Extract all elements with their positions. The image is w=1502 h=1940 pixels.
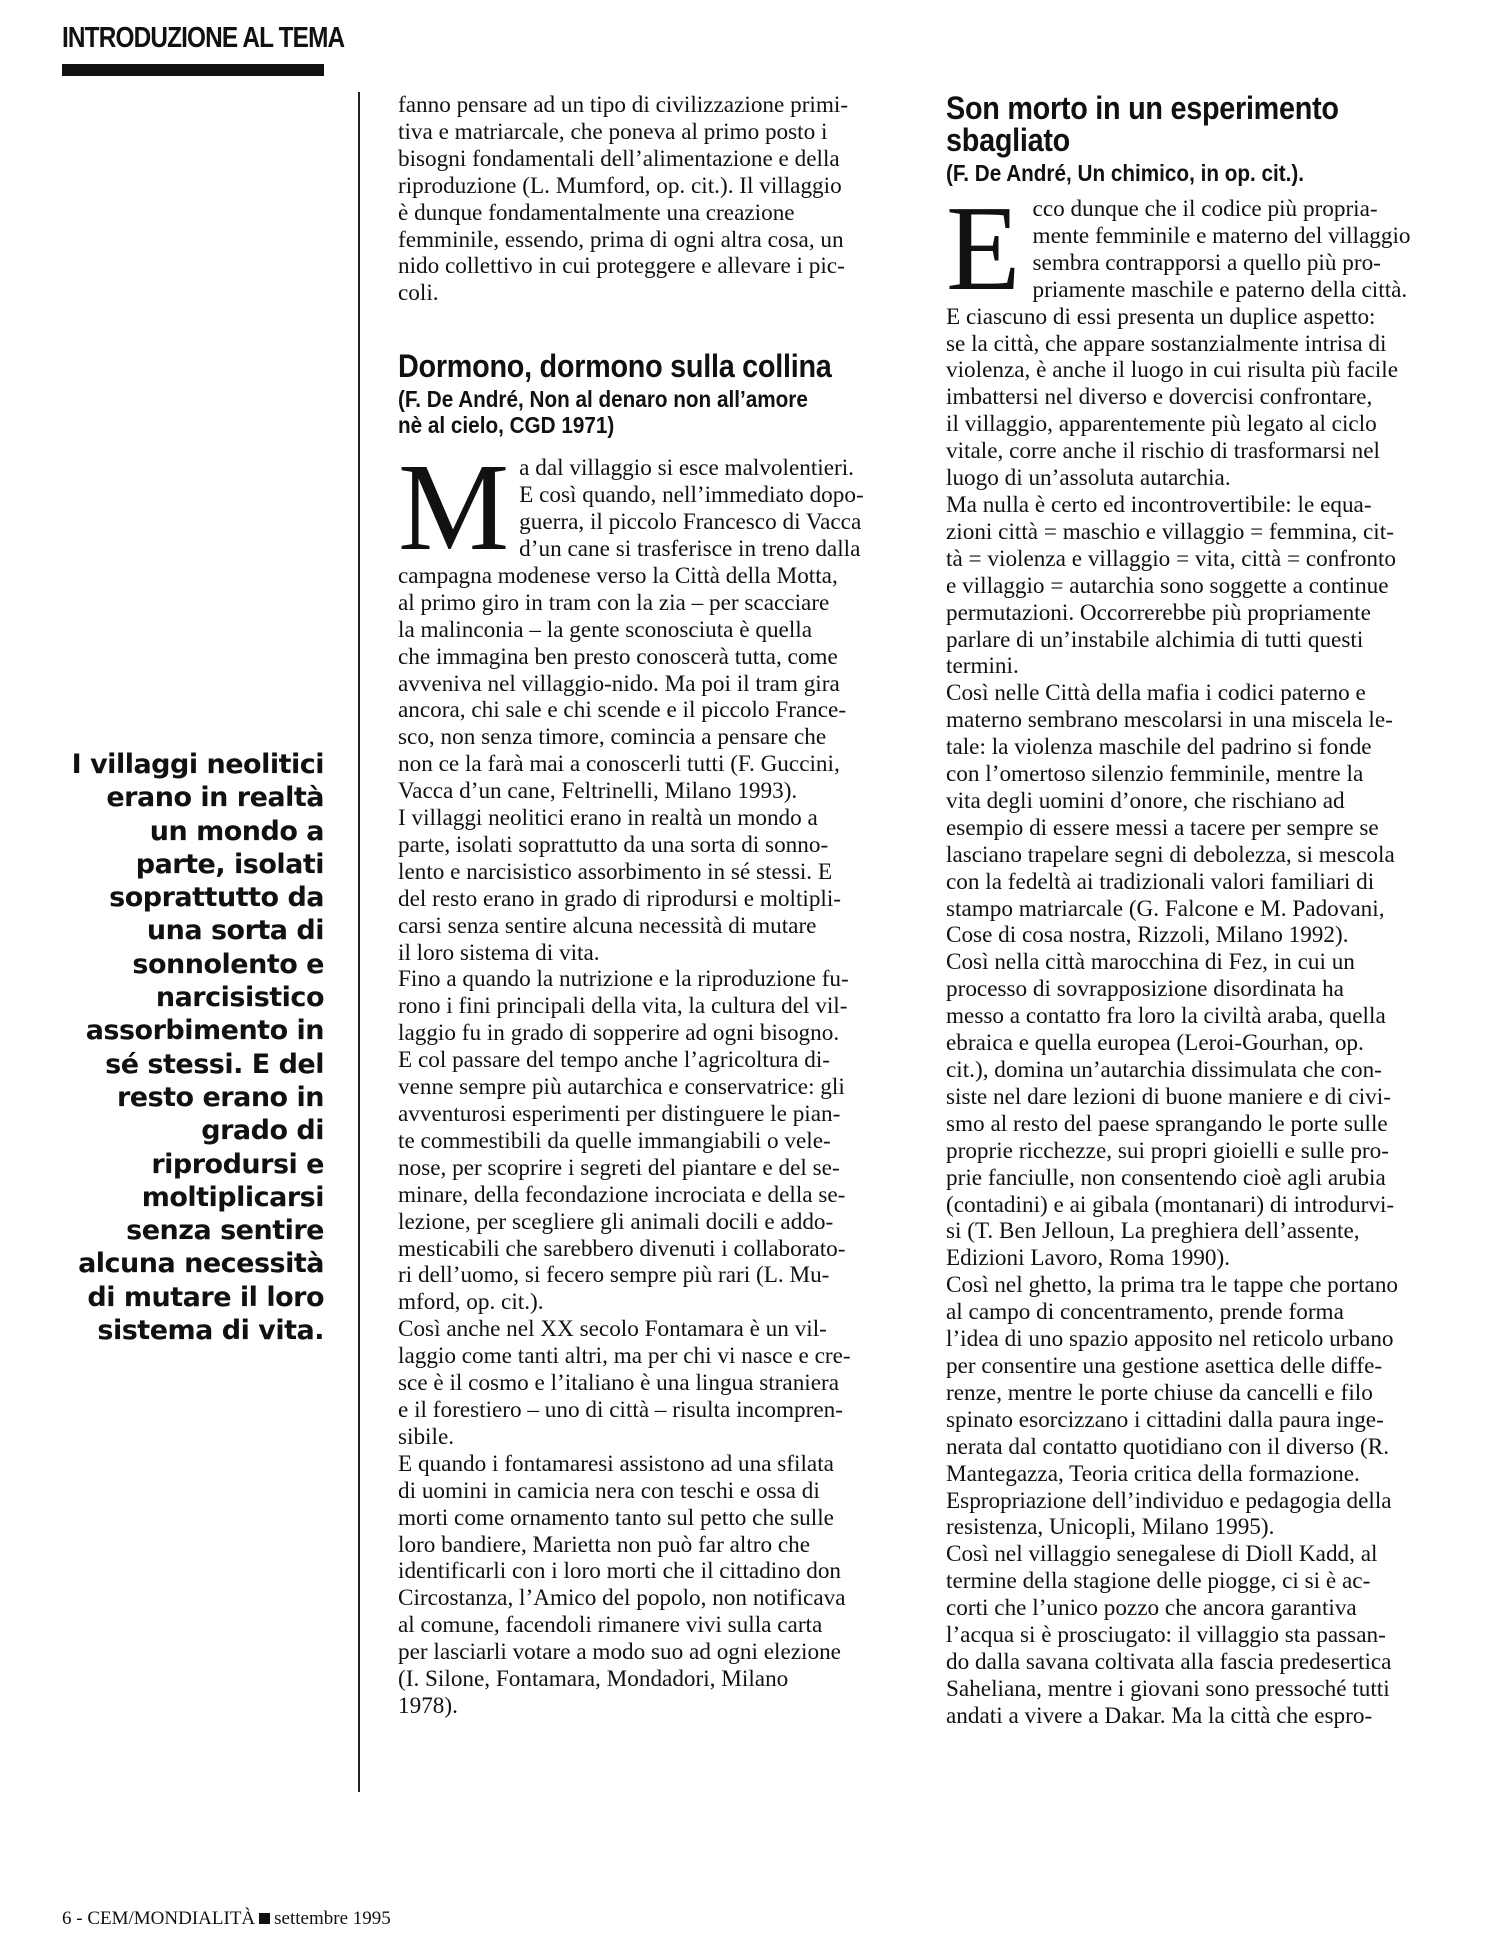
- pull-quote-line: narcisistico: [155, 982, 324, 1014]
- text-line: imbattersi nel diverso e dovercisi confrontare,: [946, 384, 1373, 411]
- text-line: cco dunque che il codice più propria-: [1032, 196, 1378, 222]
- text-line: (contadini) e ai gibala (montanari) di introdurvi-: [946, 1191, 1395, 1218]
- text-line: e villaggio = autarchia sono soggette a continue: [946, 572, 1389, 599]
- text-line: Fino a quando la nutrizione e la riproduzione fu-: [398, 966, 849, 993]
- text-line: stampo matriarcale (G. Falcone e M. Padovani,: [946, 895, 1385, 922]
- drop-cap: E: [946, 181, 1021, 316]
- text-line: Circostanza, l’Amico del popolo, non notificava: [398, 1585, 846, 1612]
- text-line: nerata dal contatto quotidiano con il diverso (R.: [946, 1433, 1390, 1460]
- text-line: ancora, chi sale e chi scende e il piccolo France-: [398, 697, 847, 724]
- text-line: di uomini in camicia nera con teschi e ossa di: [398, 1477, 820, 1504]
- pull-quote-line: moltiplicarsi: [141, 1181, 324, 1213]
- text-line: si (T. Ben Jelloun, La preghiera dell’assente,: [946, 1218, 1360, 1245]
- text-line: Cose di cosa nostra, Rizzoli, Milano 1992).: [946, 922, 1349, 949]
- intro-paragraph: [398, 92, 908, 307]
- text-line: e il forestiero – uno di città – risulta incompren-: [398, 1396, 843, 1423]
- section-label: INTRODUZIONE AL TEMA: [62, 22, 345, 54]
- text-line: materno sembrano mescolarsi in una miscela le-: [946, 707, 1393, 734]
- text-line: lezione, per scegliere gli animali docili e addo-: [398, 1208, 834, 1235]
- text-line: per lasciarli votare a modo suo ad ogni elezione: [398, 1639, 841, 1666]
- text-line: Mantegazza, Teoria critica della formazione.: [946, 1460, 1360, 1487]
- text-line: E ciascuno di essi presenta un duplice aspetto:: [946, 303, 1376, 330]
- text-line: prie fanciulle, non consentendo cioè agli arubia: [946, 1164, 1386, 1191]
- text-line: non ce la farà mai a conoscerli tutti (F. Guccini,: [398, 751, 840, 778]
- heading-line: Son morto in un esperimento: [946, 90, 1339, 126]
- text-line: E così quando, nell’immediato dopo-: [519, 482, 864, 509]
- pull-quote-line: alcuna necessità: [78, 1248, 324, 1280]
- text-line: ebraica e quella europea (Leroi-Gourhan, op.: [946, 1030, 1364, 1057]
- text-line: a dal villaggio si esce malvolentieri.: [519, 455, 854, 482]
- text-line: priamente maschile e paterno della città.: [1032, 276, 1408, 303]
- text-line: laggio fu in grado di sopperire ad ogni bisogno.: [398, 1020, 840, 1047]
- text-line: tale: la violenza maschile del padrino si fonde: [946, 734, 1372, 761]
- text-line: bisogni fondamentali dell’alimentazione e della: [398, 145, 840, 172]
- body-text: [946, 181, 1461, 1730]
- heading-line: sbagliato: [946, 122, 1071, 158]
- middle-column: [398, 92, 908, 1720]
- pull-quote-line: un mondo a: [149, 815, 324, 847]
- text-line: al comune, facendoli rimanere vivi sulla carta: [398, 1612, 823, 1639]
- pull-quote-line: sonnolento e: [132, 948, 324, 980]
- text-line: permutazioni. Occorrerebbe più propriamente: [946, 599, 1371, 626]
- text-line: ri dell’uomo, si fecero sempre più rari (L. Mu-: [398, 1262, 830, 1289]
- text-line: 1978).: [398, 1692, 458, 1719]
- pull-quote-line: una sorta di: [146, 915, 324, 947]
- pull-quote: [62, 748, 324, 1347]
- pull-quote-line: I villaggi neolitici: [71, 749, 324, 780]
- text-line: avventurosi esperimenti per distinguere le pian-: [398, 1101, 841, 1127]
- text-line: zioni città = maschio e villaggio = femmina, cit-: [946, 518, 1394, 545]
- text-line: luogo di un’assoluta autarchia.: [946, 465, 1231, 492]
- text-line: sembra contrapporsi a quello più pro-: [1032, 249, 1381, 276]
- text-line: sco, non senza timore, comincia a pensare che: [398, 724, 827, 751]
- text-line: avveniva nel villaggio-nido. Ma poi il tram gira: [398, 670, 840, 697]
- text-line: I villaggi neolitici erano in realtà un mondo a: [398, 805, 818, 832]
- right-column: [946, 92, 1461, 1730]
- column-divider: [358, 92, 360, 1792]
- text-line: Così anche nel XX secolo Fontamara è un vil-: [398, 1316, 827, 1343]
- footer-page-label: 6 - CEM/MONDIALITÀ: [62, 1908, 256, 1929]
- text-line: E col passare del tempo anche l’agricoltura di-: [398, 1047, 831, 1074]
- text-line: minare, della fecondazione incrociata e della se-: [398, 1181, 846, 1208]
- text-line: cit.), domina un’autarchia dissimulata che con-: [946, 1057, 1382, 1083]
- pull-quote-line: soprattutto da: [109, 882, 324, 914]
- text-line: parlare di un’instabile alchimia di tutti questi: [946, 626, 1364, 653]
- text-line: sce è il cosmo e l’italiano è una lingua straniera: [398, 1370, 840, 1397]
- text-line: se la città, che appare sostanzialmente intrisa di: [946, 330, 1387, 357]
- pull-quote-line: sistema di vita.: [97, 1315, 324, 1347]
- text-line: vita degli uomini d’onore, che rischiano ad: [946, 787, 1345, 814]
- text-line: siste nel dare lezioni di buone maniere e di civi-: [946, 1083, 1391, 1110]
- pull-quote-line: grado di: [201, 1115, 324, 1147]
- section-subheading: (F. De André, Un chimico, in op. cit.).: [946, 160, 1305, 186]
- text-line: proprie ricchezze, sui propri gioielli e sulle pro-: [946, 1137, 1389, 1164]
- text-line: sibile.: [398, 1423, 455, 1450]
- text-line: (I. Silone, Fontamara, Mondadori, Milano: [398, 1666, 789, 1693]
- text-line: fanno pensare ad un tipo di civilizzazione primi-: [398, 92, 849, 118]
- text-line: mente femminile e materno del villaggio: [1032, 222, 1411, 249]
- text-line: Ma nulla è certo ed incontrovertibile: le equa-: [946, 491, 1372, 518]
- text-line: andati a vivere a Dakar. Ma la città che espro-: [946, 1702, 1373, 1729]
- text-line: lento e narcisistico assorbimento in sé stessi. E: [398, 858, 833, 885]
- text-line: d’un cane si trasferisce in treno dalla: [519, 535, 861, 562]
- text-line: renze, mentre le porte chiuse da cancelli e filo: [946, 1379, 1373, 1406]
- page-footer: [62, 1908, 391, 1930]
- text-line: Così nelle Città della mafia i codici paterno e: [946, 680, 1366, 707]
- section-heading: [946, 92, 1461, 156]
- text-line: termine della stagione delle piogge, ci si è ac-: [946, 1568, 1371, 1595]
- text-line: smo al resto del paese sprangando le porte sulle: [946, 1110, 1388, 1137]
- text-line: l’idea di uno spazio apposito nel reticolo urbano: [946, 1326, 1394, 1353]
- text-line: femminile, essendo, prima di ogni altra cosa, un: [398, 226, 844, 253]
- drop-cap: M: [398, 439, 510, 578]
- section-subheading: [398, 386, 908, 438]
- text-line: rono i fini principali della vita, la cultura del vil-: [398, 993, 848, 1020]
- text-line: processo di sovrapposizione disordinata ha: [946, 976, 1344, 1003]
- text-line: del resto erano in grado di riprodursi e moltipli-: [398, 885, 842, 912]
- square-bullet-icon: [259, 1913, 270, 1924]
- text-line: parte, isolati soprattutto da una sorta di sonno-: [398, 831, 829, 858]
- text-line: il villaggio, apparentemente più legato al ciclo: [946, 411, 1377, 438]
- text-line: il loro sistema di vita.: [398, 939, 600, 966]
- text-line: venne sempre più autarchica e conservatrice: gli: [398, 1074, 845, 1101]
- text-line: che immagina ben presto conoscerà tutta, come: [398, 643, 838, 670]
- text-line: con la fedeltà ai tradizionali valori familiari di: [946, 868, 1375, 895]
- text-line: carsi senza sentire alcuna necessità di mutare: [398, 912, 817, 939]
- footer-date: settembre 1995: [274, 1908, 391, 1929]
- text-line: spinato esorcizzano i cittadini dalla paura inge-: [946, 1406, 1384, 1433]
- text-line: messo a contatto fra loro la civiltà araba, quella: [946, 1003, 1386, 1030]
- text-line: al campo di concentramento, prende forma: [946, 1299, 1344, 1326]
- text-line: guerra, il piccolo Francesco di Vacca: [519, 509, 862, 536]
- text-line: coli.: [398, 280, 439, 307]
- text-line: morti come ornamento tanto sul petto che sulle: [398, 1504, 834, 1531]
- text-line: lasciano trapelare segni di debolezza, si mescola: [946, 841, 1395, 868]
- text-line: laggio come tanti altri, ma per chi vi nasce e cre-: [398, 1343, 851, 1370]
- pull-quote-line: erano in realtà: [106, 782, 324, 814]
- text-line: resistenza, Unicopli, Milano 1995).: [946, 1514, 1275, 1541]
- text-line: violenza, è anche il luogo in cui risulta più facile: [946, 357, 1398, 384]
- text-line: mesticabili che sarebbero divenuti i collaborato-: [398, 1235, 846, 1262]
- text-line: loro bandiere, Marietta non può far altro che: [398, 1531, 811, 1558]
- text-line: corti che l’unico pozzo che ancora garantiva: [946, 1595, 1357, 1622]
- text-line: tiva e matriarcale, che poneva al primo posto i: [398, 118, 828, 145]
- text-line: identificarli con i loro morti che il cittadino don: [398, 1558, 842, 1585]
- section-rule: [62, 64, 324, 76]
- text-line: nose, per scoprire i segreti del piantare e del se-: [398, 1154, 840, 1181]
- text-line: è dunque fondamentalmente una creazione: [398, 199, 795, 226]
- text-line: Così nel villaggio senegalese di Dioll Kadd, al: [946, 1541, 1378, 1568]
- text-line: E quando i fontamaresi assistono ad una sfilata: [398, 1450, 834, 1477]
- pull-quote-line: parte, isolati: [135, 848, 324, 880]
- pull-quote-line: senza sentire: [126, 1215, 324, 1247]
- text-line: te commestibili da quelle immangiabili o vele-: [398, 1127, 831, 1154]
- text-line: Saheliana, mentre i giovani sono pressoché tutti: [946, 1675, 1390, 1702]
- subheading-line: (F. De André, Non al denaro non all’amore: [398, 386, 808, 413]
- text-line: con l’omertoso silenzio femminile, mentre la: [946, 761, 1364, 788]
- text-line: mford, op. cit.).: [398, 1289, 544, 1316]
- text-line: Così nella città marocchina di Fez, in cui un: [946, 949, 1355, 976]
- pull-quote-line: assorbimento in: [85, 1015, 324, 1047]
- text-line: la malinconia – la gente sconosciuta è quella: [398, 616, 813, 643]
- text-line: tà = violenza e villaggio = vita, città = confronto: [946, 545, 1397, 572]
- text-line: Così nel ghetto, la prima tra le tappe che portano: [946, 1272, 1399, 1299]
- text-line: esempio di essere messi a tacere per sempre se: [946, 814, 1379, 841]
- pull-quote-line: resto erano in: [116, 1081, 324, 1113]
- text-line: riproduzione (L. Mumford, op. cit.). Il villaggio: [398, 172, 842, 199]
- subheading-line: nè al cielo, CGD 1971): [398, 412, 615, 439]
- text-line: Vacca d’un cane, Feltrinelli, Milano 1993).: [398, 778, 798, 805]
- text-line: l’acqua si è prosciugato: il villaggio sta passan-: [946, 1622, 1386, 1649]
- text-line: vitale, corre anche il rischio di trasformarsi nel: [946, 438, 1380, 465]
- text-line: per consentire una gestione asettica delle diffe-: [946, 1352, 1383, 1379]
- body-text: [398, 439, 908, 1720]
- text-line: termini.: [946, 653, 1019, 680]
- text-line: do dalla savana coltivata alla fascia predesertica: [946, 1648, 1392, 1675]
- text-line: al primo giro in tram con la zia – per scacciare: [398, 589, 830, 616]
- text-line: Edizioni Lavoro, Roma 1990).: [946, 1245, 1230, 1272]
- pull-quote-line: sé stessi. E del: [105, 1048, 324, 1080]
- text-line: nido collettivo in cui proteggere e allevare i pic-: [398, 253, 845, 280]
- pull-quote-line: di mutare il loro: [87, 1281, 324, 1313]
- pull-quote-line: riprodursi e: [151, 1148, 324, 1180]
- text-line: campagna modenese verso la Città della Motta,: [398, 562, 838, 589]
- text-line: Espropriazione dell’individuo e pedagogia della: [946, 1487, 1392, 1514]
- section-heading: Dormono, dormono sulla collina: [398, 348, 832, 385]
